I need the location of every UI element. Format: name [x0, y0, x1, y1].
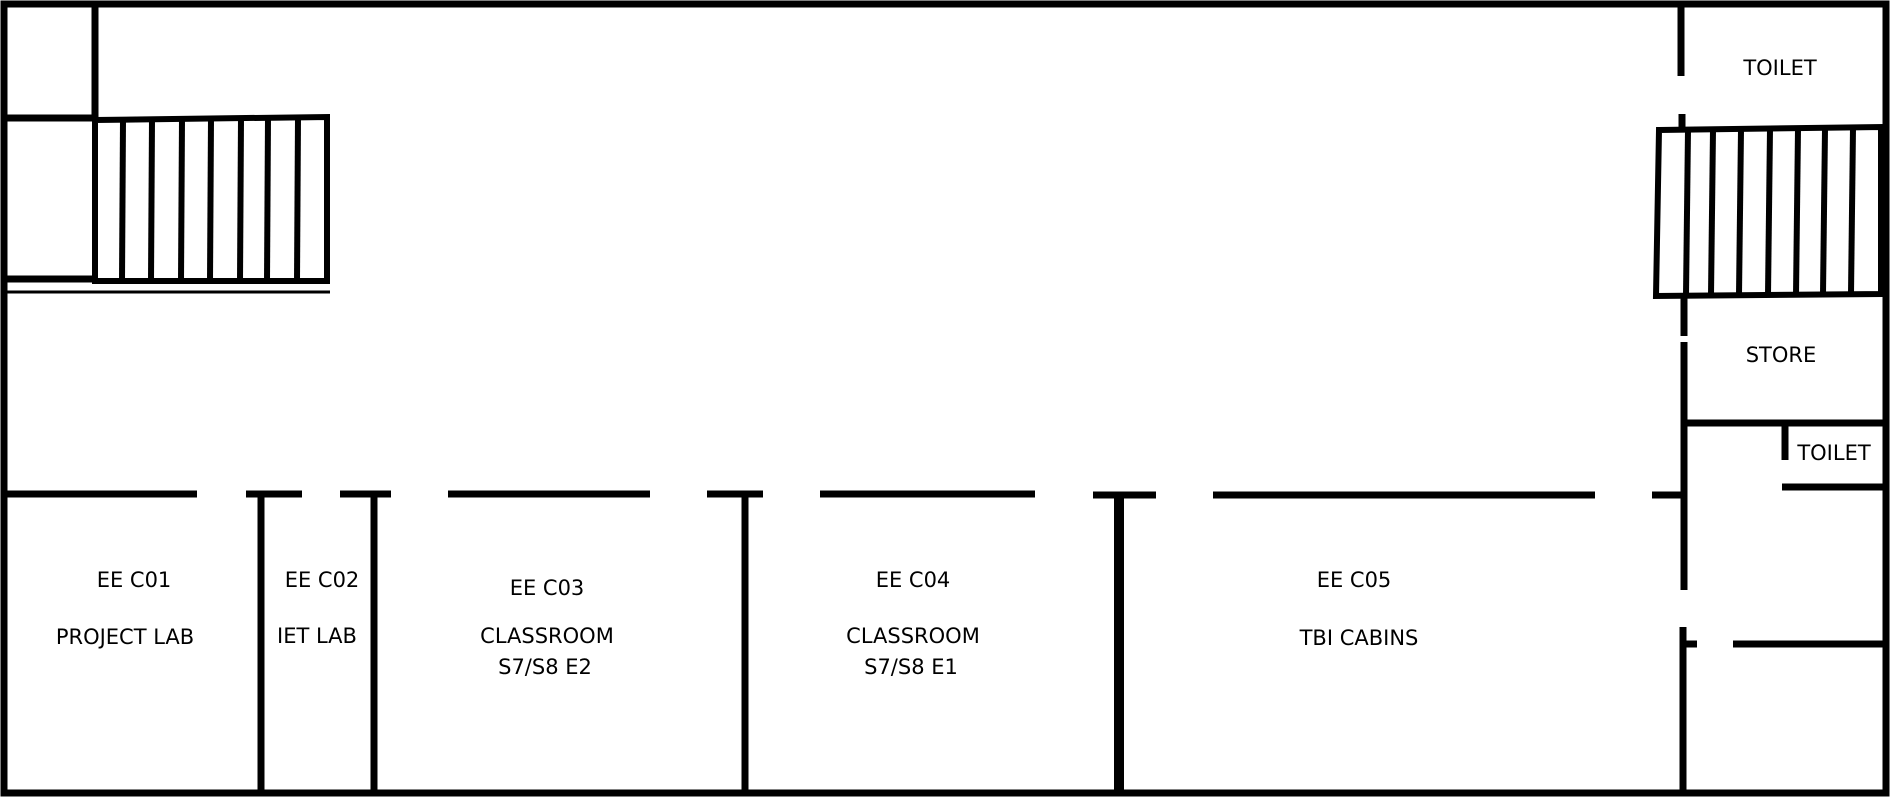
room-dividers [261, 494, 1119, 793]
room-label-toilet-small: TOILET [1797, 441, 1871, 465]
room-use-c04: CLASSROOM [846, 624, 980, 648]
left-staircase [95, 117, 327, 281]
right-staircase [1656, 127, 1881, 296]
room-code-c01: EE C01 [96, 568, 172, 592]
top-left-room-walls [4, 4, 330, 292]
right-side-walls [1652, 4, 1886, 793]
room-code-c05: EE C05 [1316, 568, 1392, 592]
room-code-c03: EE C03 [509, 576, 585, 600]
room-label-toilet-top: TOILET [1743, 56, 1817, 80]
room-label-store: STORE [1745, 343, 1817, 367]
corridor-wall [4, 494, 1595, 495]
room-use-c02: IET LAB [277, 624, 357, 648]
room-use-c01: PROJECT LAB [55, 625, 195, 649]
room-use-c05: TBI CABINS [1299, 626, 1419, 650]
room-sub-c04: S7/S8 E1 [864, 655, 958, 679]
room-sub-c03: S7/S8 E2 [498, 655, 592, 679]
room-code-c04: EE C04 [875, 568, 951, 592]
room-code-c02: EE C02 [284, 568, 360, 592]
room-use-c03: CLASSROOM [480, 624, 614, 648]
